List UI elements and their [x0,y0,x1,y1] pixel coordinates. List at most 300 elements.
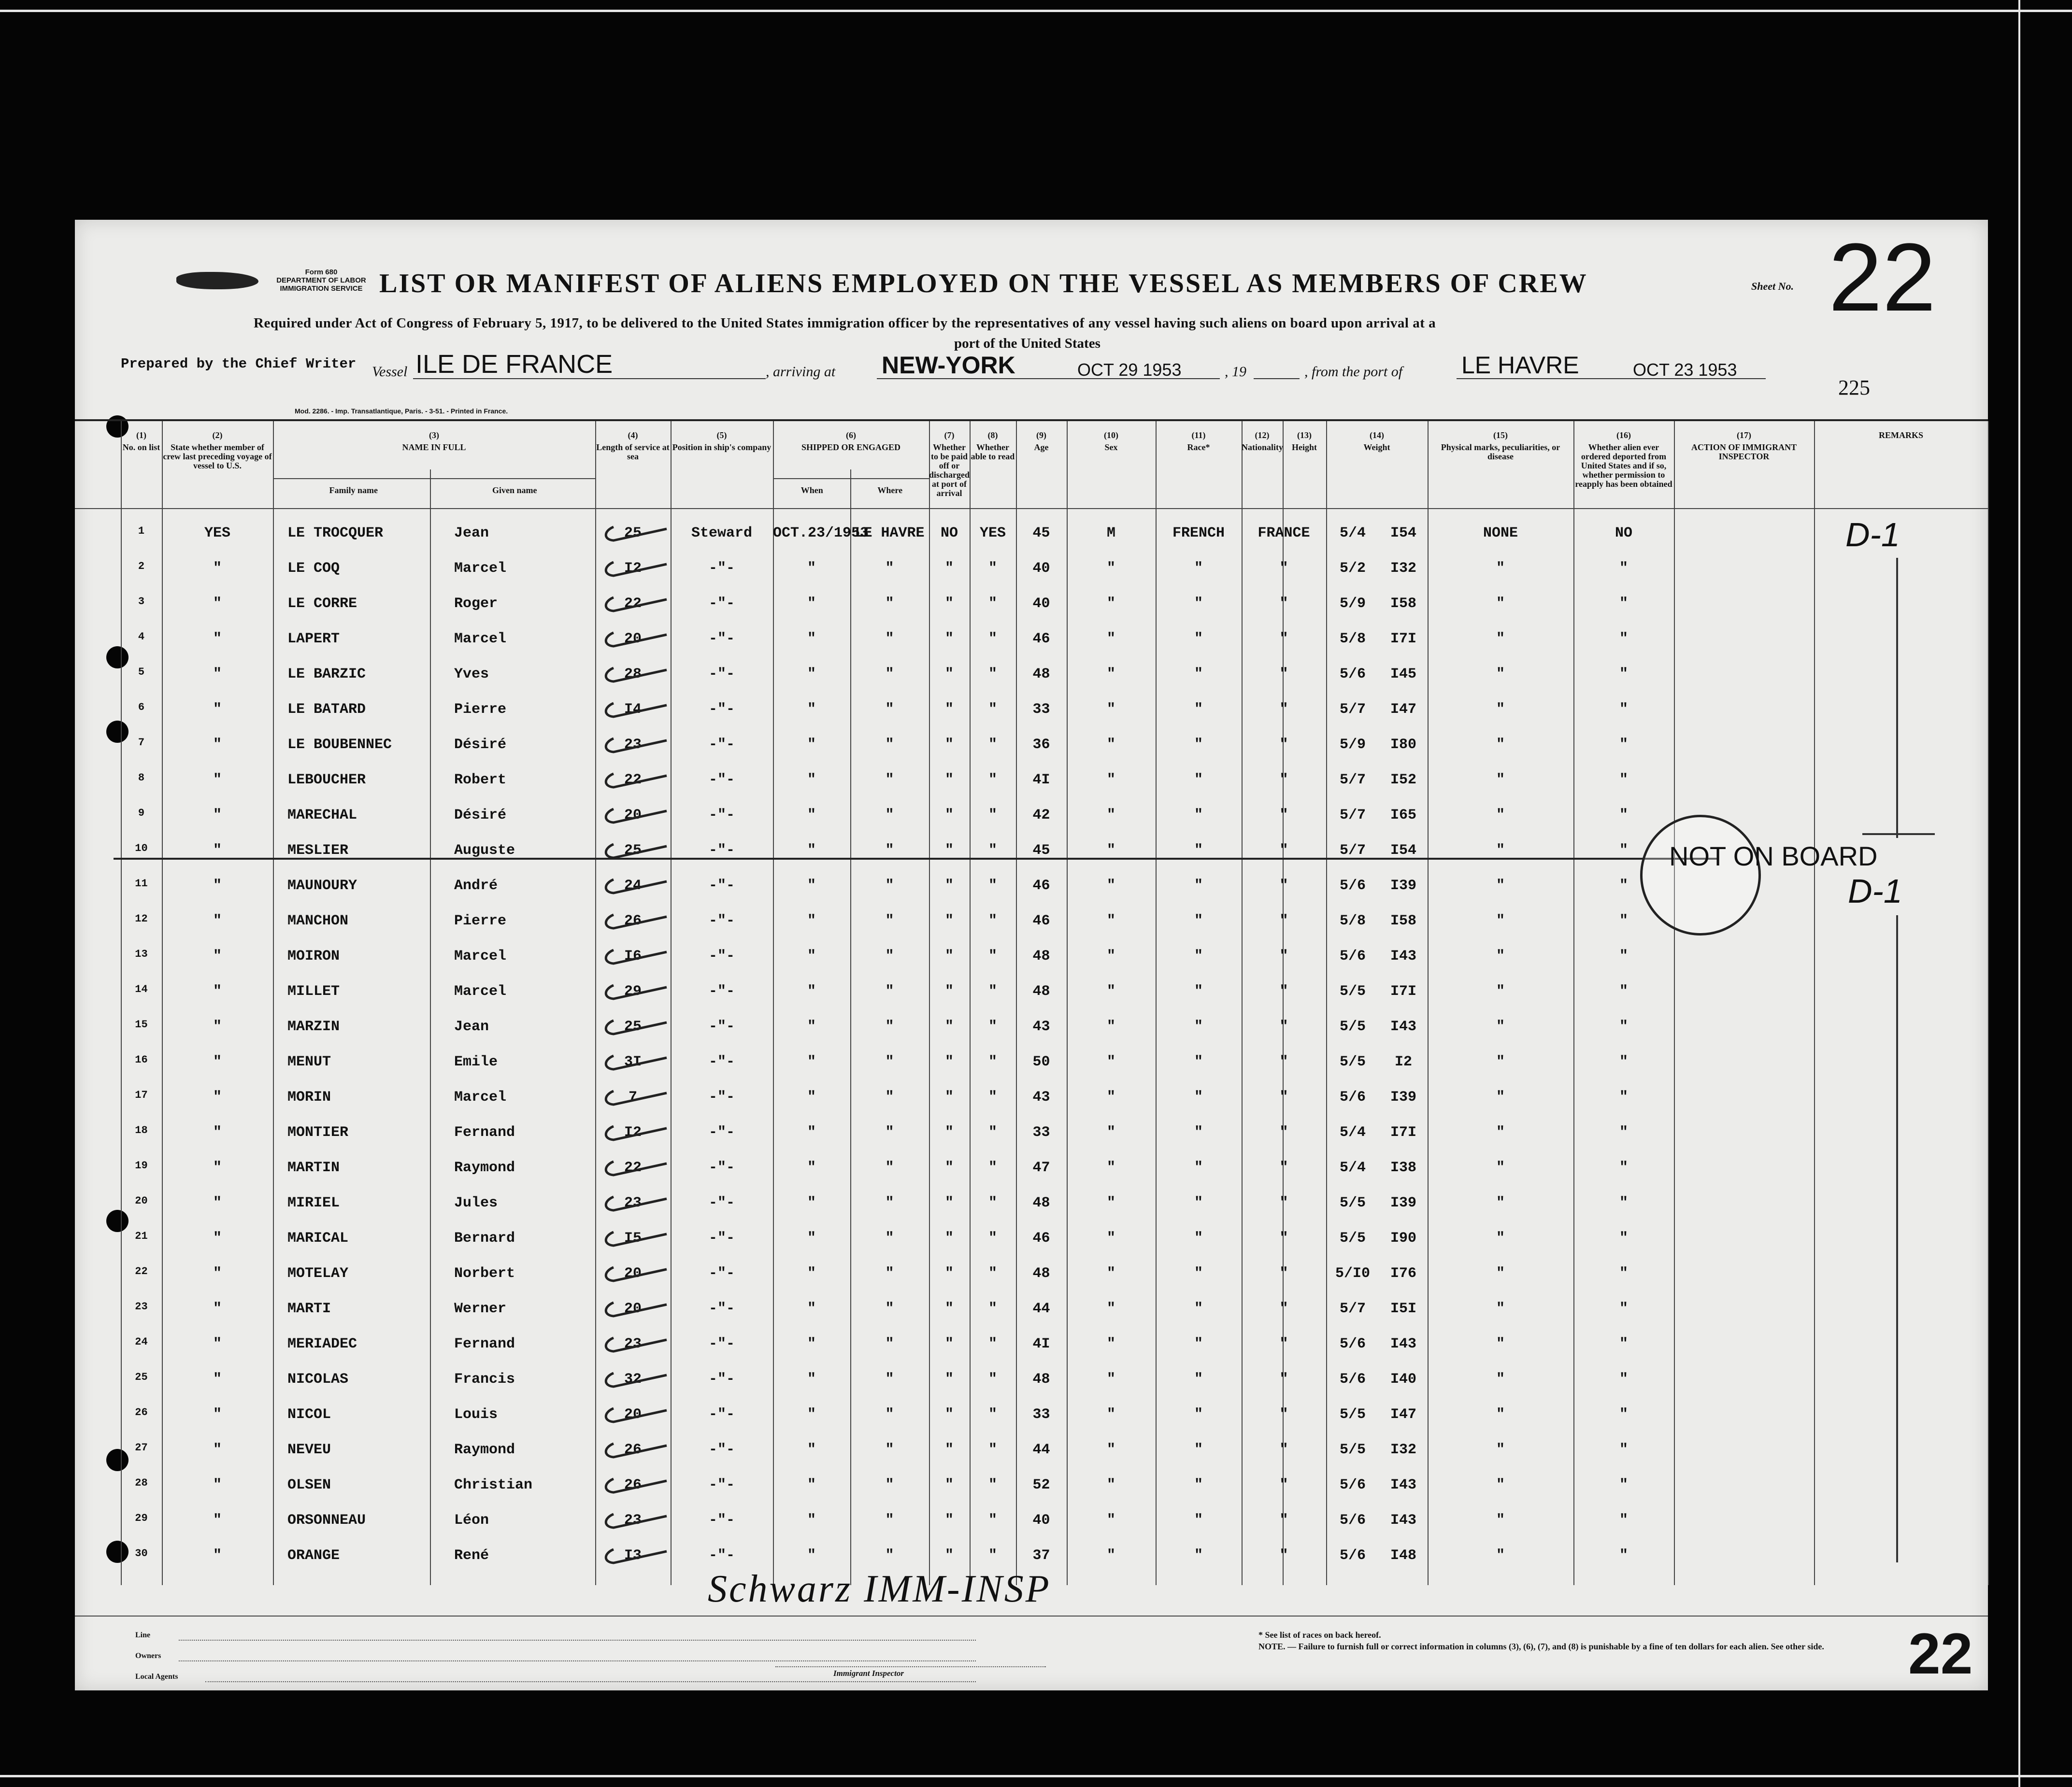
table-row [75,1044,1988,1079]
vessel-label: Vessel [372,364,408,380]
cell-position: Steward [691,525,753,541]
column-label: Age [1034,442,1049,452]
column-number: (7) [944,430,955,440]
form-number [266,268,377,293]
inspector-signature: Schwarz IMM-INSP [708,1568,1051,1610]
cell-prev: " [213,1512,222,1529]
cell-where: " [885,878,894,894]
check-mark-icon [599,1088,672,1107]
cell-age: 46 [1032,878,1050,894]
cell-sex: " [1106,701,1115,718]
cell-when: " [807,1371,816,1388]
cell-where: " [885,1477,894,1493]
cell-where: " [885,1547,894,1564]
cell-given: Raymond [454,1160,515,1176]
cell-read: " [988,1054,997,1070]
cell-prev: " [213,666,222,682]
column-number: (11) [1191,430,1206,440]
cell-service: 25 [624,842,642,859]
cell-when: " [807,666,816,682]
column-header [162,421,273,508]
cell-given: Jules [454,1195,498,1211]
cell-sex: " [1106,807,1115,823]
cell-weight: I38 [1390,1160,1416,1176]
cell-height: 5/7 [1339,1301,1366,1317]
cell-family: MARICAL [287,1230,349,1247]
cell-height: 5/I0 [1335,1265,1370,1282]
remark-bracket-line [1896,915,1898,1562]
cell-paid: " [944,842,954,859]
cell-deported: " [1619,701,1628,718]
cell-marks: " [1496,948,1505,964]
cell-nat: " [1279,1477,1288,1493]
cell-read: " [988,1547,997,1564]
cell-marks: " [1496,666,1505,682]
cell-family: LAPERT [287,631,340,647]
cell-family: ORANGE [287,1547,340,1564]
cell-position: -"- [708,1371,735,1388]
cell-service: 7 [628,1089,637,1106]
cell-where: " [885,1054,894,1070]
cell-marks: " [1496,772,1505,788]
cell-weight: I43 [1390,1512,1416,1529]
cell-prev: " [213,772,222,788]
cell-read: " [988,1265,997,1282]
cell-sex: " [1106,1301,1115,1317]
cell-marks: " [1496,1124,1505,1141]
cell-race: " [1194,1336,1203,1352]
cell-paid: " [944,560,954,577]
cell-position: -"- [708,807,735,823]
cell-service: 22 [624,1160,642,1176]
column-header [929,421,970,508]
cell-marks: " [1496,842,1505,859]
cell-age: 45 [1032,525,1050,541]
column-label: Whether to be paid off or discharged at port of arrival [929,442,970,498]
cell-marks: " [1496,1477,1505,1493]
cell-height: 5/6 [1339,1089,1366,1106]
cell-where: " [885,1019,894,1035]
column-number: (6) [846,430,856,440]
column-header [1242,421,1283,508]
table-row [75,515,1988,551]
cell-read: " [988,1336,997,1352]
check-mark-icon [599,912,672,931]
cell-service: 3I [624,1054,642,1070]
table-row [75,974,1988,1009]
table-row [75,1220,1988,1256]
cell-height: 5/5 [1339,1054,1366,1070]
cell-age: 33 [1032,1124,1050,1141]
cell-sex: " [1106,913,1115,929]
cell-no: 1 [138,525,145,537]
check-mark-icon [599,1194,672,1213]
remark-bracket-line [1896,558,1898,838]
cell-race: " [1194,948,1203,964]
column-number: (4) [628,430,638,440]
cell-age: 40 [1032,596,1050,612]
cell-service: 20 [624,1406,642,1423]
cell-no: 26 [135,1406,148,1418]
cell-race: " [1194,1371,1203,1388]
cell-age: 48 [1032,1265,1050,1282]
cell-weight: I32 [1390,560,1416,577]
cell-sex: " [1106,983,1115,1000]
cell-nat: " [1279,1230,1288,1247]
cell-prev: " [213,1054,222,1070]
cell-paid: " [944,983,954,1000]
check-mark-icon [599,947,672,966]
cell-family: MENUT [287,1054,331,1070]
cell-race: " [1194,631,1203,647]
column-header [1283,421,1326,508]
cell-weight: I80 [1390,737,1416,753]
cell-read: " [988,1019,997,1035]
cell-read: " [988,1160,997,1176]
cell-marks: " [1496,1547,1505,1564]
cell-deported: " [1619,1160,1628,1176]
cell-sex: " [1106,878,1115,894]
cell-prev: " [213,1547,222,1564]
cell-weight: I58 [1390,596,1416,612]
cell-marks: " [1496,807,1505,823]
cell-paid: " [944,1336,954,1352]
cell-nat: " [1279,842,1288,859]
sheet-label: Sheet No. [1751,280,1794,292]
cell-no: 23 [135,1301,148,1313]
cell-no: 20 [135,1195,148,1207]
cell-no: 16 [135,1054,148,1066]
table-row [75,1432,1988,1467]
cell-nat: " [1279,1089,1288,1106]
cell-when: " [807,1336,816,1352]
cell-prev: " [213,1160,222,1176]
cell-prev: " [213,1442,222,1458]
cell-race: " [1194,1124,1203,1141]
check-mark-icon [599,1264,672,1284]
cell-given: Fernand [454,1124,515,1141]
cell-nat: " [1279,1019,1288,1035]
column-sublabel: Where [877,485,903,495]
cell-age: 43 [1032,1019,1050,1035]
cell-where: " [885,772,894,788]
cell-height: 5/5 [1339,1195,1366,1211]
cell-no: 19 [135,1160,148,1172]
table-row [75,762,1988,797]
table-row [75,1467,1988,1503]
cell-age: 52 [1032,1477,1050,1493]
cell-deported: " [1619,913,1628,929]
cell-prev: " [213,1089,222,1106]
cell-no: 6 [138,701,145,713]
cell-race: " [1194,1477,1203,1493]
cell-when: " [807,596,816,612]
cell-position: -"- [708,596,735,612]
cell-deported: " [1619,1406,1628,1423]
cell-position: -"- [708,1547,735,1564]
cell-sex: " [1106,560,1115,577]
cell-where: " [885,1371,894,1388]
cell-marks: " [1496,1230,1505,1247]
service-label: IMMIGRATION SERVICE [280,284,363,293]
cell-height: 5/7 [1339,807,1366,823]
check-mark-icon [599,630,672,649]
printer-note: Mod. 2286. - Imp. Transatlantique, Paris. - 3-51. - Printed in France. [295,407,508,415]
cell-position: -"- [708,878,735,894]
column-number: (14) [1370,430,1384,440]
film-top-edge [0,10,2072,12]
cell-family: MANCHON [287,913,349,929]
column-sublabel: When [800,485,823,495]
cell-service: I4 [624,701,642,718]
cell-weight: I39 [1390,1195,1416,1211]
cell-family: NICOLAS [287,1371,349,1388]
cell-position: -"- [708,1406,735,1423]
cell-prev: " [213,983,222,1000]
cell-family: LE BATARD [287,701,366,718]
cell-sex: " [1106,1195,1115,1211]
cell-read: " [988,772,997,788]
cell-deported: " [1619,737,1628,753]
cell-nat: " [1279,701,1288,718]
cell-weight: I39 [1390,878,1416,894]
cell-read: " [988,1301,997,1317]
cell-no: 28 [135,1477,148,1489]
cell-weight: I48 [1390,1547,1416,1564]
check-mark-icon [599,1159,672,1178]
cell-deported: NO [1615,525,1632,541]
cell-weight: I32 [1390,1442,1416,1458]
cell-nat: FRANCE [1257,525,1310,541]
cell-no: 22 [135,1265,148,1277]
cell-where: " [885,1336,894,1352]
column-label: No. on list [122,442,160,452]
cell-sex: " [1106,1336,1115,1352]
cell-paid: " [944,1512,954,1529]
cell-paid: " [944,913,954,929]
cell-read: " [988,948,997,964]
cell-weight: I2 [1394,1054,1412,1070]
cell-race: " [1194,560,1203,577]
cell-no: 17 [135,1089,148,1101]
cell-race: " [1194,1195,1203,1211]
cell-height: 5/5 [1339,1406,1366,1423]
cell-position: -"- [708,1160,735,1176]
cell-family: NICOL [287,1406,331,1423]
cell-nat: " [1279,1265,1288,1282]
cell-position: -"- [708,1477,735,1493]
cell-given: Marcel [454,983,507,1000]
cell-read: " [988,1442,997,1458]
cell-sex: " [1106,1019,1115,1035]
cell-deported: " [1619,1195,1628,1211]
cell-paid: " [944,1477,954,1493]
column-label: Sex [1104,442,1118,452]
cell-paid: " [944,1301,954,1317]
cell-deported: " [1619,948,1628,964]
cell-paid: NO [940,525,958,541]
cell-age: 46 [1032,631,1050,647]
cell-position: -"- [708,666,735,682]
cell-age: 48 [1032,983,1050,1000]
cell-sex: " [1106,596,1115,612]
cell-deported: " [1619,1371,1628,1388]
cell-weight: I7I [1390,1124,1416,1141]
cell-marks: " [1496,1265,1505,1282]
cell-where: " [885,1230,894,1247]
local-agents-label: Local Agents [135,1673,178,1681]
cell-nat: " [1279,666,1288,682]
cell-deported: " [1619,666,1628,682]
cell-service: 22 [624,596,642,612]
cell-position: -"- [708,948,735,964]
column-label: Position in ship's company [672,442,772,452]
cell-height: 5/2 [1339,560,1366,577]
cell-deported: " [1619,983,1628,1000]
cell-where: " [885,913,894,929]
cell-where: " [885,666,894,682]
check-mark-icon [599,559,672,579]
vessel-line [75,350,1988,389]
table-row [75,1256,1988,1291]
cell-prev: " [213,701,222,718]
column-sublabel: Family name [329,485,378,495]
cell-paid: " [944,878,954,894]
column-header [1326,421,1428,508]
cell-marks: " [1496,1371,1505,1388]
cell-sex: " [1106,1371,1115,1388]
column-header [1428,421,1573,508]
immigrant-inspector-label: Immigrant Inspector [833,1669,904,1678]
cell-no: 11 [135,878,148,890]
cell-race: " [1194,1160,1203,1176]
cell-sex: " [1106,1442,1115,1458]
cell-marks: " [1496,631,1505,647]
cell-when: " [807,1477,816,1493]
check-mark-icon [599,1546,672,1566]
cell-given: Yves [454,666,489,682]
cell-age: 4I [1032,1336,1050,1352]
check-mark-icon [599,1476,672,1495]
vessel-name: ILE DE FRANCE [415,350,613,379]
table-row [75,1503,1988,1538]
column-header [1156,421,1242,508]
column-label: REMARKS [1878,430,1923,440]
cell-paid: " [944,666,954,682]
cell-sex: " [1106,1230,1115,1247]
not-on-board-stamp: NOT ON BOARD [1669,841,1878,871]
cell-service: 32 [624,1371,642,1388]
cell-no: 30 [135,1547,148,1560]
cell-family: MIRIEL [287,1195,340,1211]
table-row [75,656,1988,692]
cell-sex: " [1106,1089,1115,1106]
column-header [121,421,162,508]
cell-prev: " [213,1406,222,1423]
cell-weight: I52 [1390,772,1416,788]
cell-marks: " [1496,1336,1505,1352]
strike-through-line [114,858,1717,860]
cell-deported: " [1619,1265,1628,1282]
column-label: Length of service at sea [596,442,670,461]
cell-service: 23 [624,1195,642,1211]
cell-where: " [885,1301,894,1317]
column-header [1814,421,1988,508]
cell-read: " [988,1371,997,1388]
cell-position: -"- [708,772,735,788]
cell-weight: I45 [1390,666,1416,682]
cell-weight: I47 [1390,701,1416,718]
cell-weight: I54 [1390,525,1416,541]
cell-no: 29 [135,1512,148,1524]
table-row [75,1009,1988,1044]
cell-position: -"- [708,1195,735,1211]
cell-race: " [1194,772,1203,788]
cell-deported: " [1619,1547,1628,1564]
cell-deported: " [1619,631,1628,647]
cell-family: MOTELAY [287,1265,349,1282]
check-mark-icon [599,665,672,684]
cell-no: 10 [135,842,148,854]
cell-paid: " [944,772,954,788]
cell-race: " [1194,1054,1203,1070]
cell-given: Marcel [454,948,507,964]
remark-d1-mid: D-1 [1848,872,1902,910]
cell-family: LE TROCQUER [287,525,384,541]
cell-given: Raymond [454,1442,515,1458]
cell-read: " [988,1406,997,1423]
cell-when: " [807,913,816,929]
cell-race: " [1194,983,1203,1000]
check-mark-icon [599,1405,672,1425]
column-divider [1988,421,1989,1585]
cell-read: " [988,1477,997,1493]
cell-deported: " [1619,560,1628,577]
check-mark-icon [599,771,672,790]
cell-position: -"- [708,1512,735,1529]
cell-given: Christian [454,1477,533,1493]
cell-family: MAUNOURY [287,878,357,894]
cell-where: " [885,948,894,964]
cell-prev: " [213,560,222,577]
cell-family: LE COQ [287,560,340,577]
remark-divider [1862,833,1935,835]
cell-when: OCT.23/1953 [773,525,869,541]
check-mark-icon [599,1300,672,1319]
table-row [75,938,1988,974]
cell-prev: " [213,807,222,823]
cell-sex: " [1106,1406,1115,1423]
column-header [1067,421,1156,508]
cell-when: " [807,772,816,788]
column-label: SHIPPED OR ENGAGED [801,442,901,452]
cell-service: 25 [624,525,642,541]
cell-height: 5/6 [1339,1336,1366,1352]
cell-when: " [807,842,816,859]
cell-marks: " [1496,913,1505,929]
cell-height: 5/6 [1339,666,1366,682]
cell-weight: I65 [1390,807,1416,823]
cell-read: " [988,1512,997,1529]
cell-service: 20 [624,1265,642,1282]
cell-nat: " [1279,596,1288,612]
cell-deported: " [1619,1442,1628,1458]
cell-height: 5/8 [1339,913,1366,929]
cell-nat: " [1279,878,1288,894]
cell-age: 46 [1032,1230,1050,1247]
column-number: (5) [716,430,727,440]
cell-service: I3 [624,1547,642,1564]
